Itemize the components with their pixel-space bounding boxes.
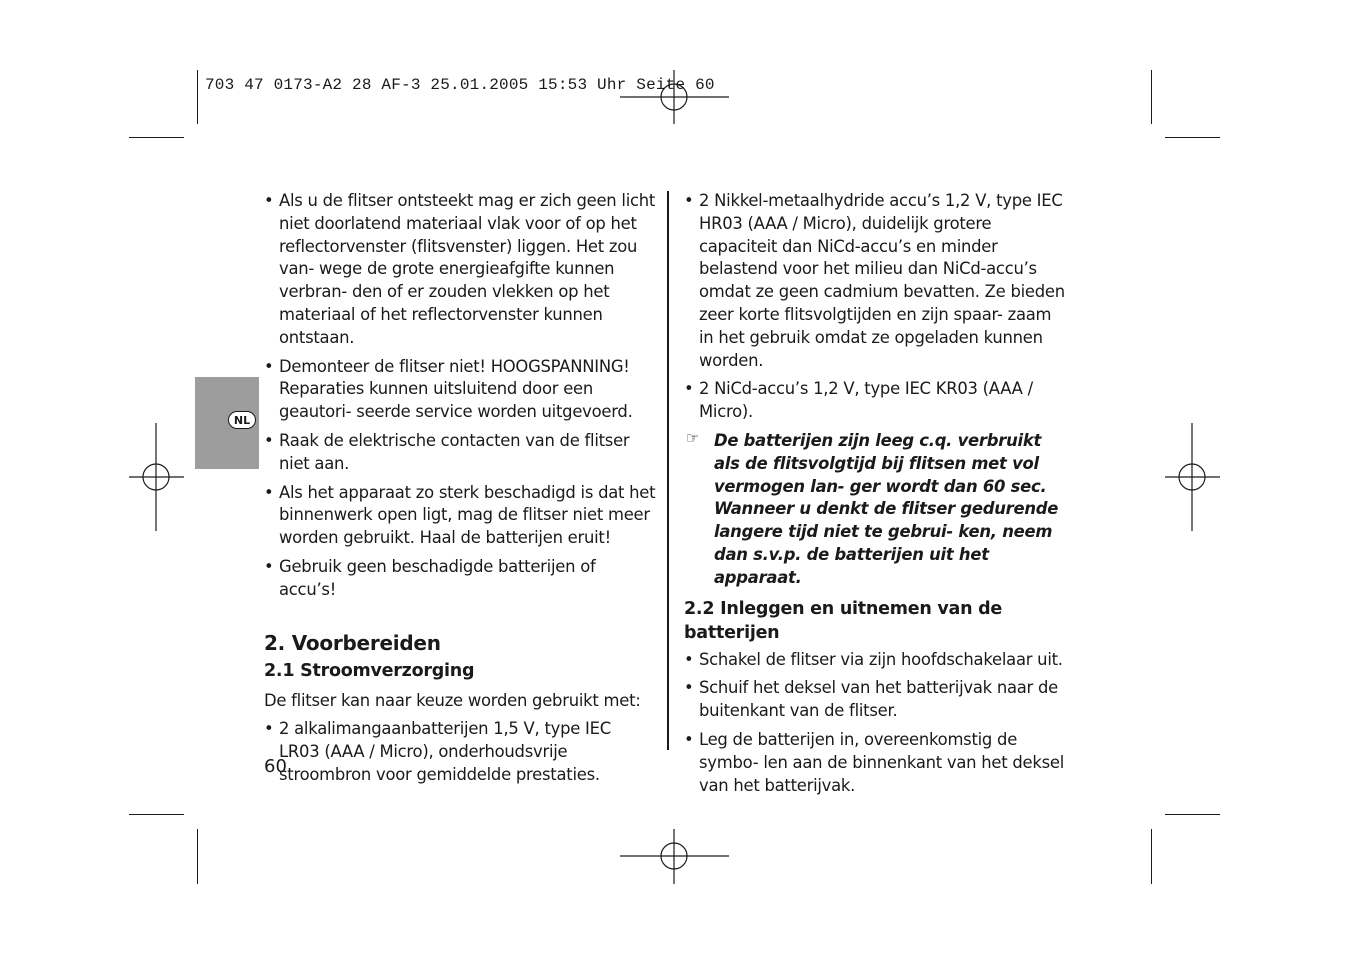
pointing-hand-icon: ☞ [686, 428, 700, 447]
language-badge: NL [228, 411, 256, 429]
insert-bullet: • Schuif het deksel van het batterijvak naar de buitenkant van de flitser. [684, 677, 1068, 723]
insert-bullet: • Leg de batterijen in, overeenkomstig de symbo- len aan de binnenkant van het deksel van het batterijvak. [684, 729, 1068, 797]
battery-note-text: De batterijen zijn leeg c.q. verbruikt als de flitsvolgtijd bij flitsen met vol vermogen lan- ger wordt dan 60 sec. Wanneer u denkt de flitser gedurende langere tijd niet te gebrui- ken, neem dan s.v.p. de batterijen uit het apparaat. [714, 430, 1059, 587]
registration-target-bottom [620, 829, 729, 884]
subsection-heading: 2.2 Inleggen en uitnemen van de batterijen [684, 598, 1003, 643]
section-heading: 2. Voorbereiden [264, 630, 441, 655]
column-divider [667, 191, 669, 750]
insert-bullet: • Schakel de flitser via zijn hoofdschakelaar uit. [684, 649, 1068, 672]
power-bullet: • 2 alkalimangaanbatterijen 1,5 V, type IEC LR03 (AAA / Micro), onderhoudsvrije stroombron voor gemiddelde prestaties. [264, 718, 656, 786]
safety-bullet: • Demonteer de flitser niet! HOOGSPANNING! Reparaties kunnen uitsluitend door een geautori- seerde service worden uitgevoerd. [264, 356, 656, 424]
intro-text: De flitser kan naar keuze worden gebruikt met: [264, 690, 641, 710]
safety-bullet: • Als het apparaat zo sterk beschadigd is dat het binnenwerk open ligt, mag de flitser niet meer worden gebruikt. Haal de batterijen eruit! [264, 482, 656, 550]
power-bullet: • 2 NiCd-accu’s 1,2 V, type IEC KR03 (AAA / Micro). [684, 378, 1068, 424]
safety-bullet: • Als u de flitser ontsteekt mag er zich geen licht niet doorlatend materiaal vlak voor of op het reflectorvenster (flitsvenster) liggen. Het zou van- wege de grote energieafgifte kunnen verbran- den of er zouden vlekken op het materiaal of het reflectorvenster kunnen ontstaan. [264, 190, 656, 350]
registration-target-top [620, 70, 729, 124]
print-header: 703 47 0173-A2 28 AF-3 25.01.2005 15:53 Uhr Seite 60 [205, 76, 715, 94]
battery-note [684, 430, 1068, 590]
page-number: 60 [264, 756, 287, 777]
right-column [684, 190, 1068, 797]
registration-target-left [129, 423, 184, 531]
power-bullet: • 2 Nikkel-metaalhydride accu’s 1,2 V, type IEC HR03 (AAA / Micro), duidelijk grotere capaciteit dan NiCd-accu’s en minder belastend voor het milieu dan NiCd-accu’s omdat ze geen cadmium bevatten. Ze bieden zeer korte flitsvolgtijden en zijn spaar- zaam in het gebruik omdat ze opgeladen kunnen worden. [684, 190, 1068, 372]
registration-target-right [1165, 423, 1220, 531]
subsection-heading: 2.1 Stroomverzorging [264, 660, 475, 681]
left-column [264, 190, 656, 787]
safety-bullet: • Gebruik geen beschadigde batterijen of accu’s! [264, 556, 656, 602]
safety-bullet: • Raak de elektrische contacten van de flitser niet aan. [264, 430, 656, 476]
